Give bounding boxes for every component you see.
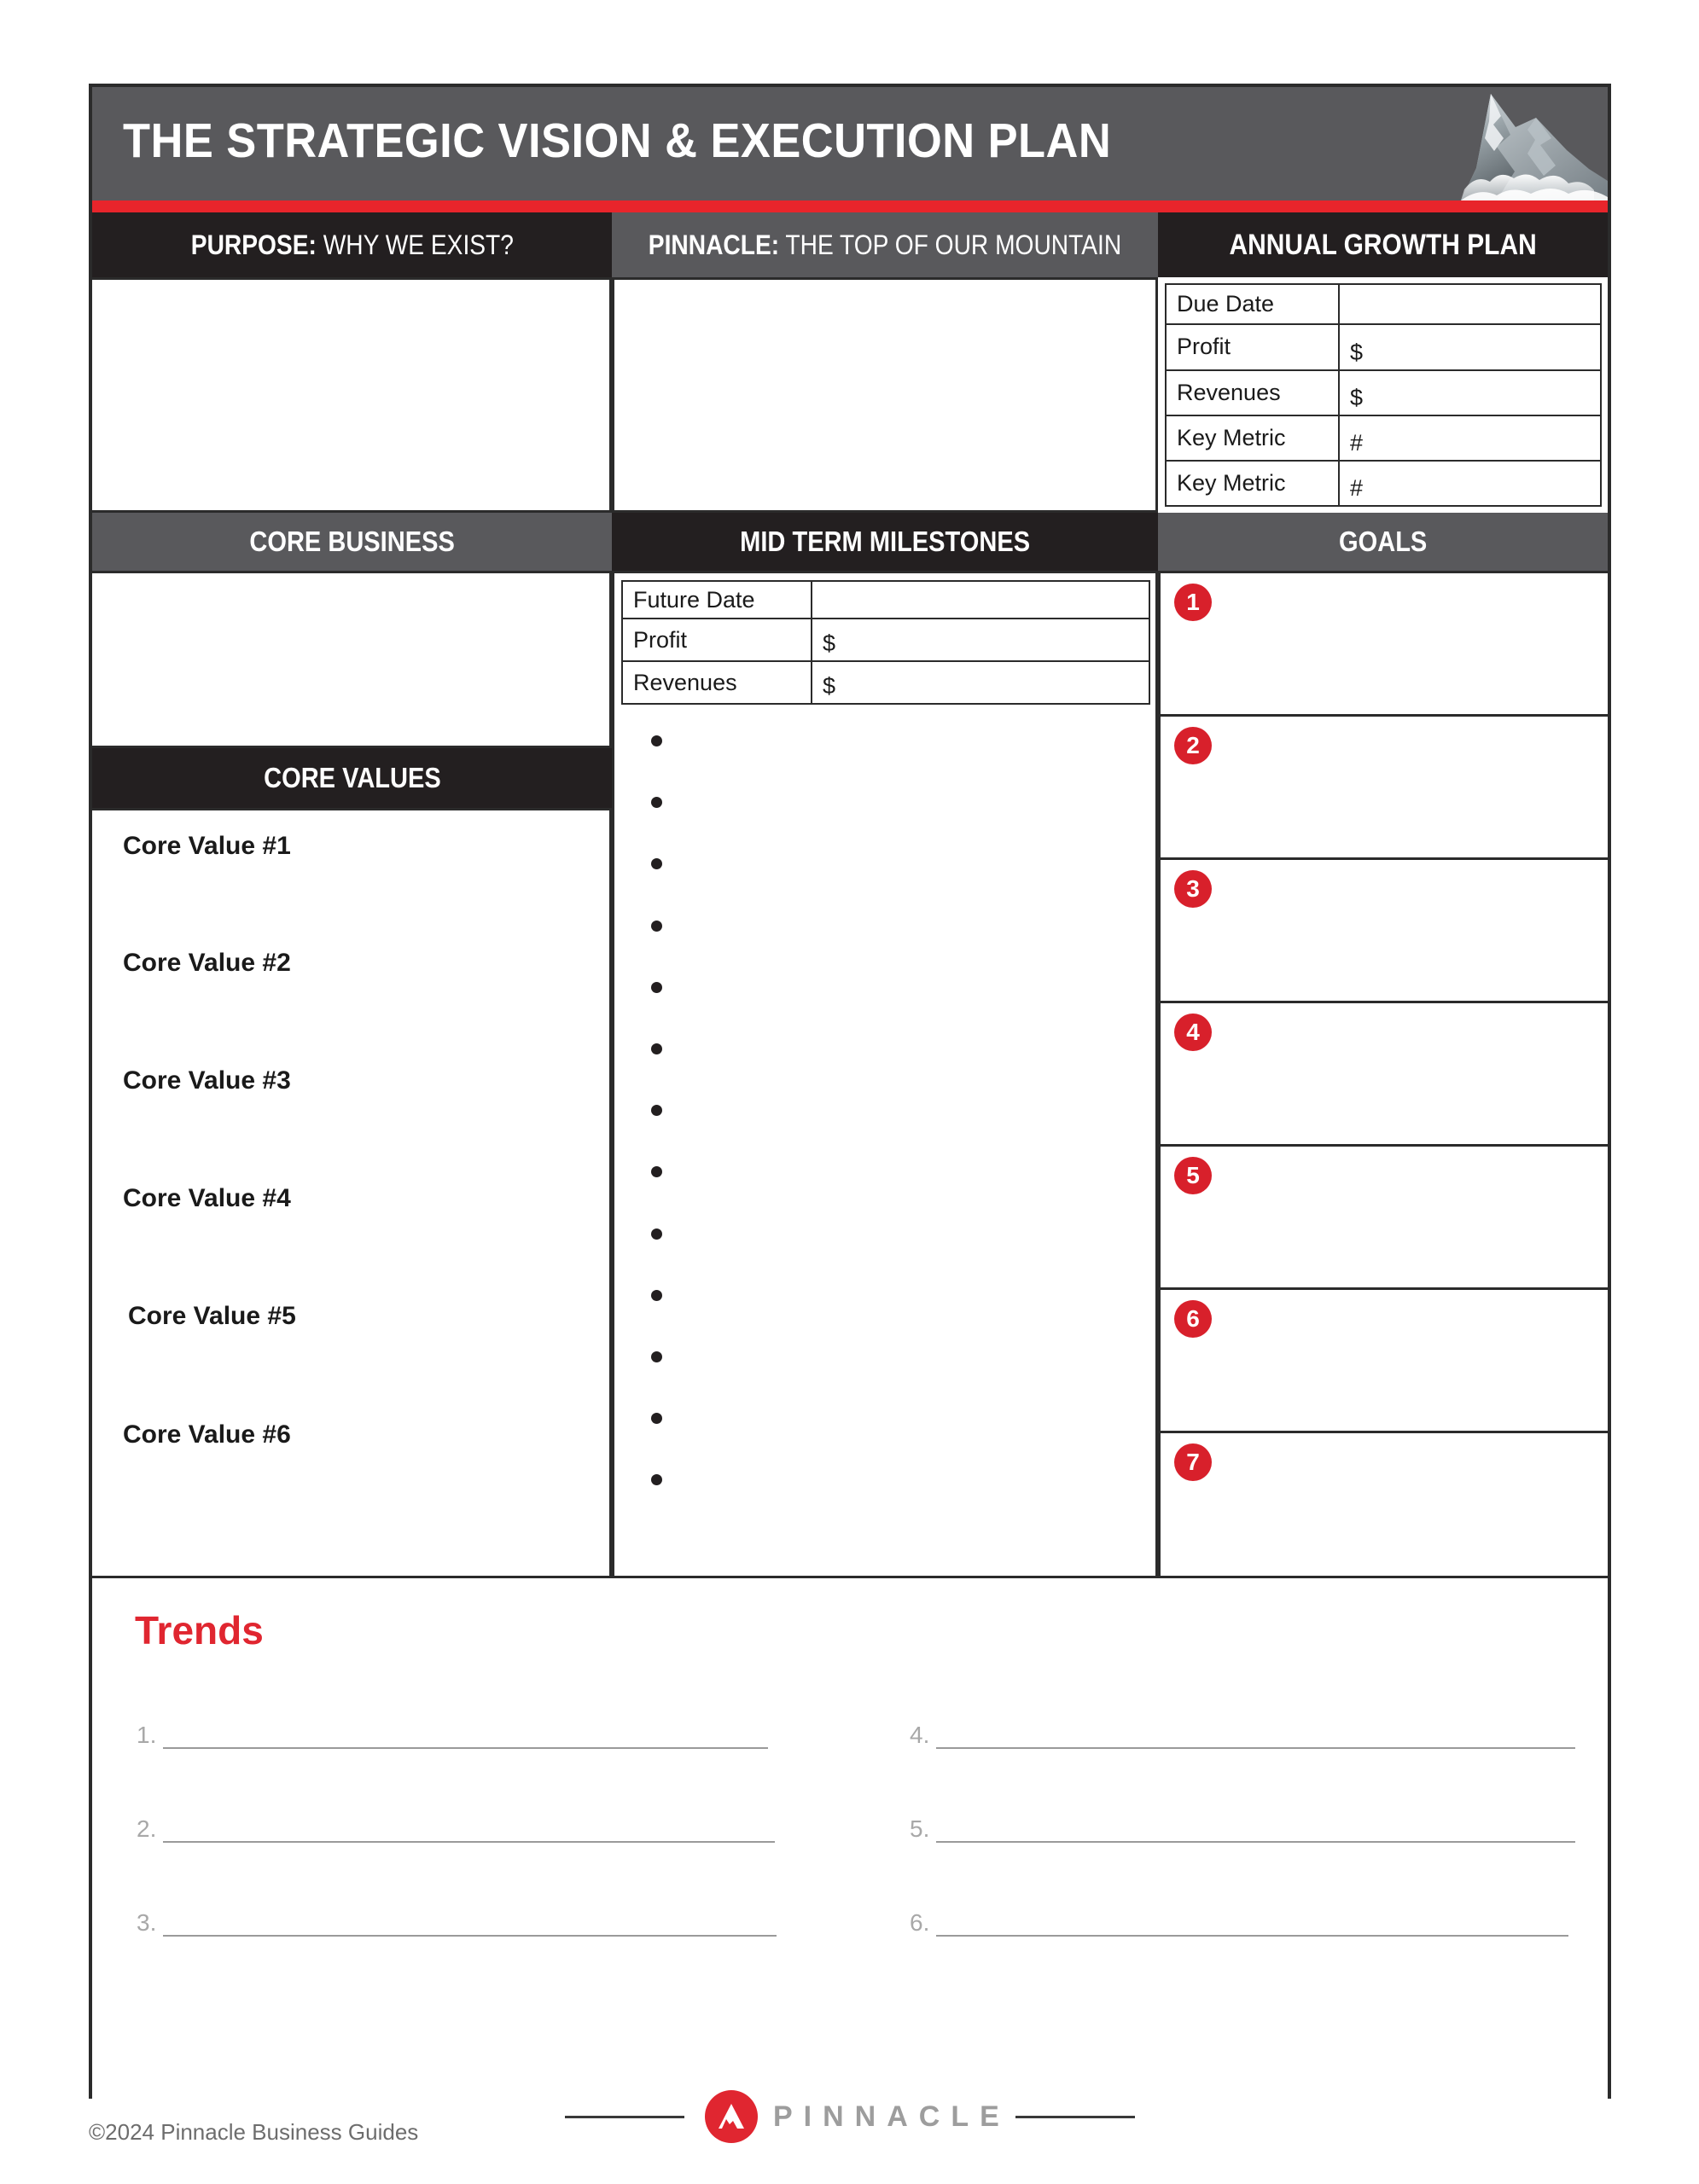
goal-row-1[interactable] (1161, 573, 1608, 717)
table-row[interactable] (622, 581, 1149, 619)
agp-label-0: Due Date (1166, 284, 1339, 324)
table-row[interactable] (1166, 324, 1601, 369)
header-purpose-strong: PURPOSE: (190, 229, 317, 260)
goal-row-7[interactable] (1161, 1433, 1608, 1578)
goal-badge-7: 7 (1174, 1443, 1212, 1481)
milestone-bullet[interactable] (651, 1166, 662, 1177)
milestone-bullet[interactable] (651, 921, 662, 932)
trend-line-6[interactable] (910, 1911, 1568, 1937)
trend-line-4[interactable] (910, 1723, 1575, 1749)
header-pinnacle-strong: PINNACLE: (648, 229, 780, 260)
agp-label-3: Key Metric (1166, 415, 1339, 461)
table-row[interactable] (1166, 461, 1601, 506)
title-banner (92, 87, 1608, 200)
agp-value-4[interactable]: # (1339, 461, 1601, 506)
goal-row-6[interactable] (1161, 1290, 1608, 1433)
pinnacle-wordmark: PINNACLE (773, 2100, 1010, 2133)
goals-area (1158, 571, 1608, 1576)
header-mid-term-milestones (612, 513, 1158, 571)
red-accent-rule (92, 200, 1608, 212)
worksheet-sheet (89, 84, 1611, 2099)
mtm-value-2[interactable]: $ (812, 661, 1149, 704)
milestone-bullet[interactable] (651, 1105, 662, 1116)
trend-line-2[interactable] (137, 1817, 775, 1843)
trend-line-5[interactable] (910, 1817, 1575, 1843)
milestone-bullet[interactable] (651, 1290, 662, 1301)
goal-badge-1: 1 (1174, 584, 1212, 621)
milestone-bullet[interactable] (651, 1043, 662, 1054)
agp-value-3[interactable]: # (1339, 415, 1601, 461)
core-value-6[interactable]: Core Value #6 (123, 1420, 291, 1449)
trend-number-2: 2. (137, 1815, 157, 1842)
trend-number-5: 5. (910, 1815, 930, 1842)
trend-line-3[interactable] (137, 1911, 777, 1937)
header-goals-label: GOALS (1338, 526, 1428, 557)
trends-title: Trends (135, 1608, 264, 1653)
mtm-label-1: Profit (622, 619, 812, 661)
footer-rule-right (1015, 2116, 1135, 2118)
mtm-value-1[interactable]: $ (812, 619, 1149, 661)
goal-badge-4: 4 (1174, 1014, 1212, 1051)
agp-value-1[interactable]: $ (1339, 324, 1601, 369)
milestone-bullet[interactable] (651, 735, 662, 746)
header-goals (1158, 513, 1608, 571)
trend-rule-1 (163, 1747, 768, 1749)
trend-number-4: 4. (910, 1722, 930, 1748)
trends-section (92, 1576, 1608, 2099)
pinnacle-input-area[interactable] (612, 277, 1158, 513)
trend-rule-6 (936, 1935, 1568, 1937)
milestone-bullet[interactable] (651, 797, 662, 808)
mountain-photo (1369, 87, 1608, 200)
purpose-input-area[interactable] (92, 277, 612, 513)
core-value-1[interactable]: Core Value #1 (123, 832, 291, 860)
trend-rule-5 (936, 1841, 1575, 1843)
milestone-bullet[interactable] (651, 1474, 662, 1485)
goal-row-5[interactable] (1161, 1147, 1608, 1290)
milestone-bullet[interactable] (651, 1413, 662, 1424)
goal-badge-3: 3 (1174, 870, 1212, 908)
agp-label-2: Revenues (1166, 370, 1339, 415)
header-core-business (92, 513, 612, 571)
mid-term-milestones-table (621, 580, 1150, 705)
core-business-input-area[interactable] (92, 571, 612, 748)
table-row[interactable] (1166, 370, 1601, 415)
header-core-business-label: CORE BUSINESS (249, 526, 455, 557)
goal-badge-6: 6 (1174, 1300, 1212, 1338)
table-row[interactable] (1166, 284, 1601, 324)
trend-number-3: 3. (137, 1909, 157, 1936)
page-title: THE STRATEGIC VISION & EXECUTION PLAN (123, 113, 1112, 168)
pinnacle-mountain-icon (705, 2090, 758, 2143)
table-row[interactable] (1166, 415, 1601, 461)
agp-label-4: Key Metric (1166, 461, 1339, 506)
agp-label-1: Profit (1166, 324, 1339, 369)
footer-rule-left (565, 2116, 684, 2118)
goal-row-4[interactable] (1161, 1003, 1608, 1147)
pinnacle-logo (705, 2090, 1010, 2143)
milestone-bullet[interactable] (651, 982, 662, 993)
header-purpose-light: WHY WE EXIST? (316, 229, 514, 260)
mtm-label-0: Future Date (622, 581, 812, 619)
header-purpose (92, 212, 612, 277)
goal-badge-2: 2 (1174, 727, 1212, 764)
mtm-value-0[interactable] (812, 581, 1149, 619)
milestone-bullet[interactable] (651, 1228, 662, 1240)
trend-rule-2 (163, 1841, 775, 1843)
trend-rule-3 (163, 1935, 777, 1937)
copyright-text: ©2024 Pinnacle Business Guides (89, 2119, 419, 2145)
core-value-5[interactable]: Core Value #5 (128, 1302, 296, 1330)
header-annual-growth-plan-label: ANNUAL GROWTH PLAN (1229, 228, 1537, 261)
trend-rule-4 (936, 1747, 1575, 1749)
trend-number-1: 1. (137, 1722, 157, 1748)
header-mid-term-milestones-label: MID TERM MILESTONES (740, 526, 1030, 557)
agp-value-0[interactable] (1339, 284, 1601, 324)
milestone-bullet[interactable] (651, 1351, 662, 1362)
header-pinnacle-light: THE TOP OF OUR MOUNTAIN (779, 229, 1122, 260)
header-core-values (92, 748, 612, 808)
table-row[interactable] (622, 661, 1149, 704)
goal-row-3[interactable] (1161, 860, 1608, 1003)
goal-badge-5: 5 (1174, 1157, 1212, 1194)
trend-number-6: 6. (910, 1909, 930, 1936)
table-row[interactable] (622, 619, 1149, 661)
core-value-3[interactable]: Core Value #3 (123, 1066, 291, 1095)
core-value-4[interactable]: Core Value #4 (123, 1184, 291, 1212)
annual-growth-plan-table (1165, 283, 1602, 507)
core-value-2[interactable]: Core Value #2 (123, 949, 291, 977)
mid-term-milestones-area (612, 571, 1158, 1576)
core-values-area (92, 808, 612, 1576)
header-pinnacle (612, 212, 1158, 277)
agp-value-2[interactable]: $ (1339, 370, 1601, 415)
goal-row-2[interactable] (1161, 717, 1608, 860)
mtm-label-2: Revenues (622, 661, 812, 704)
trend-line-1[interactable] (137, 1723, 768, 1749)
milestone-bullet[interactable] (651, 858, 662, 869)
header-core-values-label: CORE VALUES (263, 762, 441, 793)
header-annual-growth-plan (1158, 212, 1608, 277)
